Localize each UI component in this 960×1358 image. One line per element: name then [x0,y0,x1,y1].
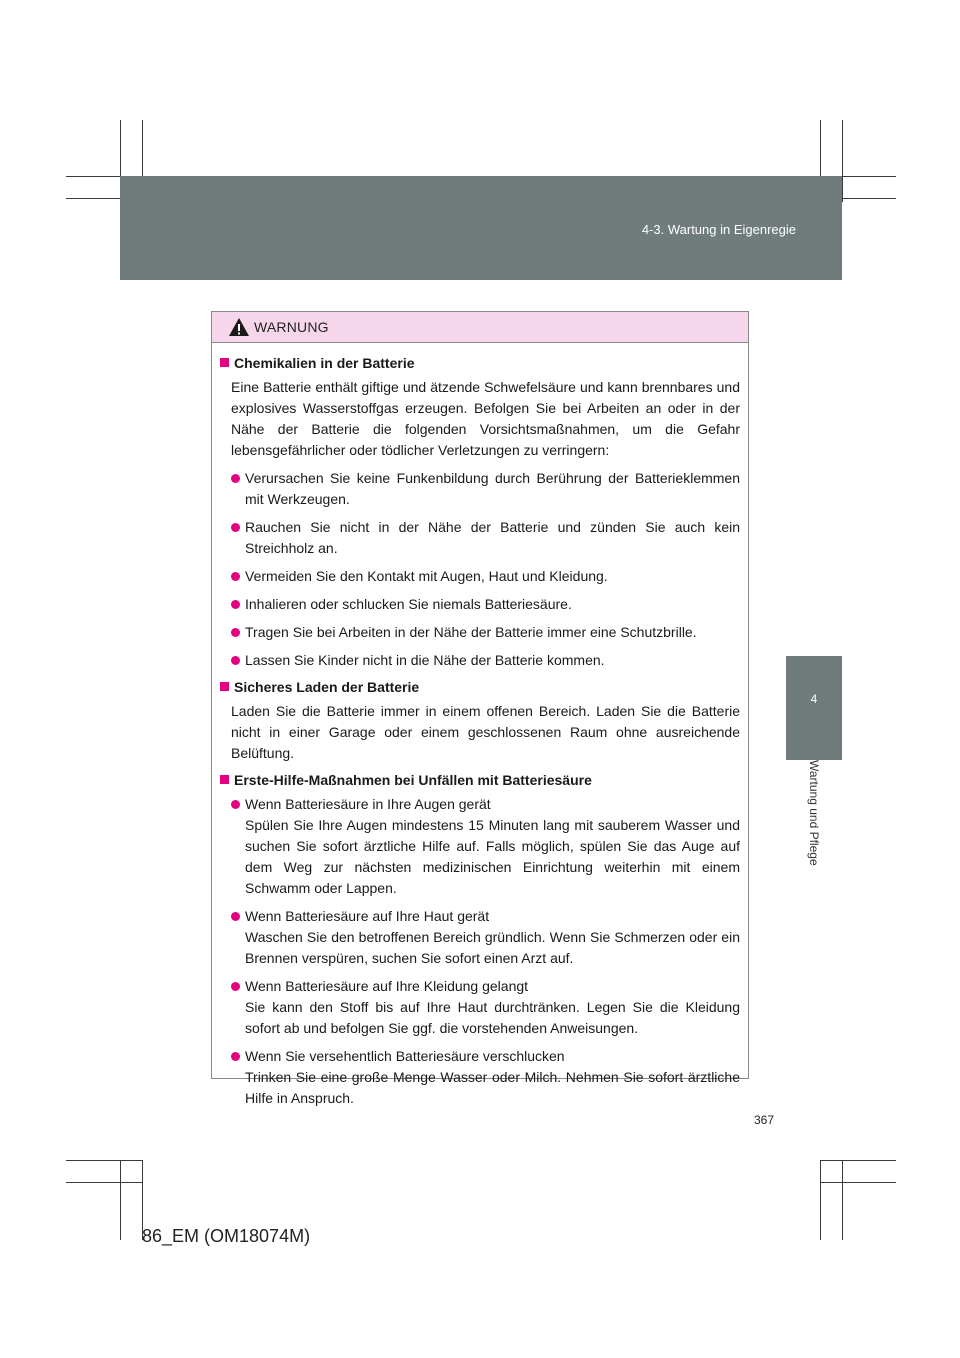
list-item: Wenn Batteriesäure in Ihre Augen gerät Spülen Sie Ihre Augen mindestens 15 Minuten lang mit sauberem Wasser und suchen Sie sofort ärztliche Hilfe auf. Falls möglich, spülen Sie das Auge auf dem Weg zur nächsten medizinischen Einrichtung weiterhin mit einem Schwamm oder Lappen. [231,794,740,899]
list-item: Vermeiden Sie den Kontakt mit Augen, Haut und Kleidung. [231,566,740,587]
list-item: Wenn Batteriesäure auf Ihre Kleidung gelangt Sie kann den Stoff bis auf Ihre Haut durchtränken. Legen Sie die Kleidung sofort ab und befolgen Sie ggf. die vorstehenden Anweisungen. [231,976,740,1039]
section-heading: Chemikalien in der Batterie [220,353,740,374]
section-title: 4-3. Wartung in Eigenregie [641,222,796,237]
chapter-number: 4 [810,692,818,706]
round-bullet-icon [231,474,240,483]
crop-mark [842,1160,843,1240]
warning-triangle-icon [228,317,250,337]
crop-mark [820,1182,896,1183]
round-bullet-icon [231,656,240,665]
crop-mark [66,1182,142,1183]
section-text: Laden Sie die Batterie immer in einem offenen Bereich. Laden Sie die Batterie nicht in einer Garage oder einem geschlossenen Raum ohne ausreichende Belüftung. [231,703,740,761]
round-bullet-icon [231,628,240,637]
square-bullet-icon [220,775,229,784]
list-item: Inhalieren oder schlucken Sie niemals Batteriesäure. [231,594,740,615]
crop-mark [820,1160,896,1161]
list-item: Tragen Sie bei Arbeiten in der Nähe der Batterie immer eine Schutzbrille. [231,622,740,643]
round-bullet-icon [231,600,240,609]
warning-header [212,312,748,343]
header-band [120,176,842,280]
crop-mark [820,1160,821,1240]
list-item: Rauchen Sie nicht in der Nähe der Batterie und zünden Sie auch kein Streichholz an. [231,517,740,559]
section-text: Eine Batterie enthält giftige und ätzende Schwefelsäure und kann brennbares und explosives Wasserstoffgas erzeugen. Befolgen Sie bei Arbeiten an oder in der Nähe der Batterie die folgenden Vorsichtsmaßnahmen, um die Gefahr lebensgefährlicher oder tödlicher Verletzungen zu verringern: [231,379,740,458]
list-item: Wenn Batteriesäure auf Ihre Haut gerät Waschen Sie den betroffenen Bereich gründlich. Wenn Sie Schmerzen oder ein Brennen verspüren, suchen Sie sofort einen Arzt auf. [231,906,740,969]
square-bullet-icon [220,358,229,367]
round-bullet-icon [231,572,240,581]
page-number: 367 [753,1113,774,1127]
round-bullet-icon [231,982,240,991]
square-bullet-icon [220,682,229,691]
crop-mark [66,1160,142,1161]
list-item: Wenn Sie versehentlich Batteriesäure verschlucken Trinken Sie eine große Menge Wasser oder Milch. Nehmen Sie sofort ärztliche Hilfe in Anspruch. [231,1046,740,1109]
document-code: 86_EM (OM18074M) [142,1226,311,1246]
list-item: Lassen Sie Kinder nicht in die Nähe der Batterie kommen. [231,650,740,671]
list-item: Verursachen Sie keine Funkenbildung durch Berührung der Batterieklemmen mit Werkzeugen. [231,468,740,510]
section-heading: Sicheres Laden der Batterie [220,677,740,698]
warning-title: WARNUNG [254,319,329,335]
crop-mark [842,120,843,202]
chapter-label [786,760,842,900]
round-bullet-icon [231,1052,240,1061]
chapter-label-text: Wartung und Pflege [807,760,821,866]
crop-mark [120,1160,121,1240]
warning-box [211,311,749,1106]
round-bullet-icon [231,800,240,809]
chapter-tab[interactable] [786,656,842,760]
warning-body [212,343,748,1109]
section-heading: Erste-Hilfe-Maßnahmen bei Unfällen mit Batteriesäure [220,770,740,791]
round-bullet-icon [231,912,240,921]
round-bullet-icon [231,523,240,532]
